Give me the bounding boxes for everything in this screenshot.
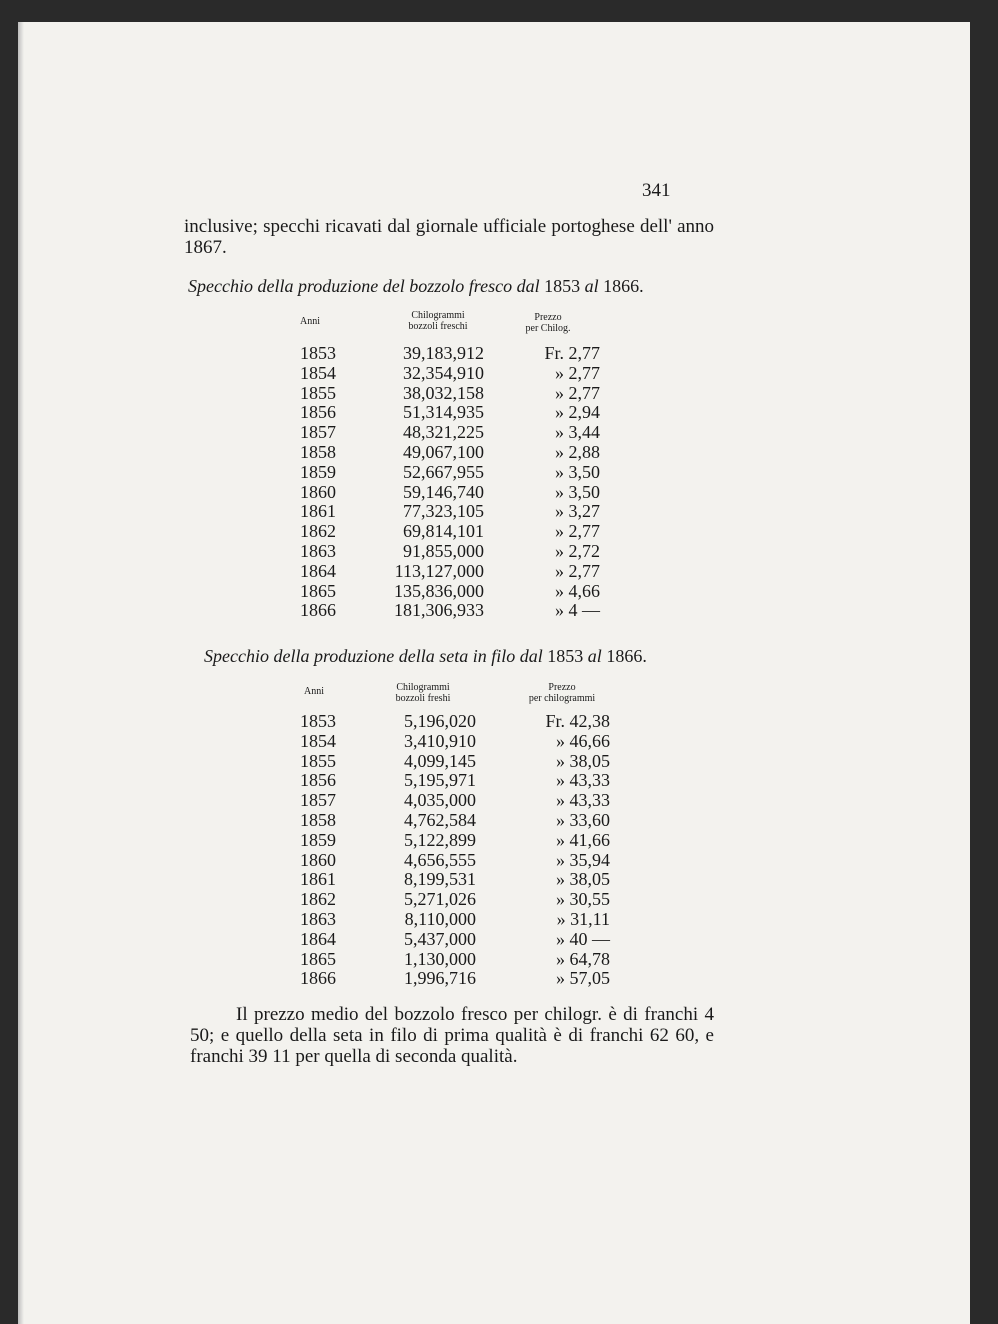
table1-title-prefix: Specchio della produzione del bozzolo fresco dal bbox=[188, 276, 545, 296]
table-row bbox=[300, 730, 610, 752]
table-row bbox=[300, 770, 610, 791]
price-cell: » 3,44 bbox=[555, 422, 600, 443]
year-cell: 1864 bbox=[300, 928, 336, 949]
price-cell: » 57,05 bbox=[556, 968, 610, 989]
year-cell: 1858 bbox=[300, 809, 336, 830]
year-cell: 1858 bbox=[300, 441, 336, 462]
table1-header-year: Anni bbox=[300, 316, 320, 327]
intro-paragraph: inclusive; specchi ricavati dal giornale ufficiale portoghese dell' anno 1867. bbox=[184, 216, 714, 258]
table2-header-price bbox=[512, 682, 612, 704]
year-cell: 1865 bbox=[300, 580, 336, 601]
kg-cell: 38,032,158 bbox=[403, 382, 484, 403]
table2-header-kg-line2: bozzoli freshi bbox=[395, 693, 451, 704]
table2-header-year: Anni bbox=[304, 686, 324, 697]
price-cell: » 64,78 bbox=[556, 948, 610, 969]
price-cell: » 35,94 bbox=[556, 849, 610, 870]
table-row bbox=[300, 344, 600, 364]
table2-title-year-to: 1866. bbox=[606, 646, 647, 666]
table2-header-price-line2: per chilogrammi bbox=[528, 693, 596, 704]
table-row bbox=[300, 968, 610, 989]
year-cell: 1862 bbox=[300, 521, 336, 542]
kg-cell: 48,321,225 bbox=[403, 422, 484, 443]
kg-cell: 1,996,716 bbox=[404, 968, 476, 989]
year-cell: 1856 bbox=[300, 402, 336, 423]
year-cell: 1861 bbox=[300, 501, 336, 522]
table1-header-price-line1: Prezzo bbox=[534, 312, 562, 323]
kg-cell: 4,035,000 bbox=[404, 790, 476, 811]
table2-title-prefix: Specchio della produzione della seta in filo dal bbox=[204, 646, 548, 666]
table2-title-mid: al bbox=[583, 646, 607, 666]
table-row bbox=[300, 502, 600, 522]
table-row bbox=[300, 849, 610, 871]
year-cell: 1866 bbox=[300, 968, 336, 989]
table1-title-year-from: 1853 bbox=[544, 276, 581, 296]
table-row bbox=[300, 384, 600, 404]
page-number: 341 bbox=[642, 180, 671, 201]
price-cell: » 3,50 bbox=[555, 481, 600, 502]
kg-cell: 135,836,000 bbox=[394, 580, 484, 601]
price-cell: » 2,88 bbox=[555, 441, 600, 462]
kg-cell: 69,814,101 bbox=[403, 521, 484, 542]
kg-cell: 91,855,000 bbox=[403, 540, 484, 561]
document-page bbox=[18, 22, 970, 1324]
price-cell: » 4 — bbox=[555, 600, 600, 621]
year-cell: 1862 bbox=[300, 889, 336, 910]
kg-cell: 5,195,971 bbox=[404, 770, 476, 791]
kg-cell: 8,110,000 bbox=[404, 908, 476, 929]
kg-cell: 52,667,955 bbox=[403, 461, 484, 482]
year-cell: 1861 bbox=[300, 869, 336, 890]
price-cell: » 43,33 bbox=[556, 790, 610, 811]
table-row bbox=[300, 582, 600, 602]
price-cell: » 40 — bbox=[556, 928, 610, 949]
table-row bbox=[300, 403, 600, 423]
table-row bbox=[300, 790, 610, 811]
table-row bbox=[300, 463, 600, 483]
kg-cell: 49,067,100 bbox=[403, 441, 484, 462]
price-cell: Fr. 42,38 bbox=[545, 711, 610, 731]
year-cell: 1863 bbox=[300, 908, 336, 929]
table-row bbox=[300, 483, 600, 503]
kg-cell: 51,314,935 bbox=[403, 402, 484, 423]
table-row bbox=[300, 423, 600, 443]
price-cell: » 46,66 bbox=[556, 730, 610, 751]
year-cell: 1854 bbox=[300, 362, 336, 383]
price-cell: » 2,77 bbox=[555, 521, 600, 542]
table-row bbox=[300, 364, 600, 384]
table1-body bbox=[300, 344, 600, 621]
table2-title-year-from: 1853 bbox=[547, 646, 584, 666]
kg-cell: 5,196,020 bbox=[404, 711, 476, 731]
year-cell: 1853 bbox=[300, 711, 336, 731]
kg-cell: 4,656,555 bbox=[404, 849, 476, 870]
table2-body bbox=[300, 711, 610, 989]
price-cell: » 3,50 bbox=[555, 461, 600, 482]
kg-cell: 32,354,910 bbox=[403, 362, 484, 383]
table-row bbox=[300, 562, 600, 582]
table-row bbox=[300, 908, 610, 930]
year-cell: 1857 bbox=[300, 790, 336, 811]
year-cell: 1857 bbox=[300, 422, 336, 443]
table1-header-price bbox=[508, 312, 588, 334]
kg-cell: 5,122,899 bbox=[404, 829, 476, 850]
year-cell: 1854 bbox=[300, 730, 336, 751]
year-cell: 1855 bbox=[300, 382, 336, 403]
table-row bbox=[300, 869, 610, 890]
table-row bbox=[300, 829, 610, 851]
kg-cell: 4,762,584 bbox=[404, 809, 476, 830]
year-cell: 1859 bbox=[300, 829, 336, 850]
price-cell: » 2,77 bbox=[555, 560, 600, 581]
table2-header-kg bbox=[368, 682, 478, 704]
table2-header-kg-line1: Chilogrammi bbox=[396, 682, 450, 693]
table-row bbox=[300, 443, 600, 463]
table-row bbox=[300, 948, 610, 970]
table1-header-kg bbox=[378, 310, 498, 332]
price-cell: » 4,66 bbox=[555, 580, 600, 601]
year-cell: 1865 bbox=[300, 948, 336, 969]
table2-header-price-line1: Prezzo bbox=[548, 682, 576, 693]
table-row bbox=[300, 522, 600, 542]
price-cell: » 2,94 bbox=[555, 402, 600, 423]
scan-edge bbox=[18, 22, 24, 1324]
year-cell: 1855 bbox=[300, 750, 336, 771]
year-cell: 1856 bbox=[300, 770, 336, 791]
table1-title bbox=[188, 276, 644, 297]
table2-title bbox=[204, 646, 647, 667]
kg-cell: 5,271,026 bbox=[404, 889, 476, 910]
price-cell: » 31,11 bbox=[556, 908, 610, 929]
table1-header-price-line2: per Chilog. bbox=[525, 323, 571, 334]
price-cell: » 2,77 bbox=[555, 362, 600, 383]
price-cell: » 2,72 bbox=[555, 540, 600, 561]
price-cell: » 41,66 bbox=[556, 829, 610, 850]
table-row bbox=[300, 809, 610, 831]
year-cell: 1853 bbox=[300, 343, 336, 363]
year-cell: 1866 bbox=[300, 600, 336, 621]
year-cell: 1860 bbox=[300, 481, 336, 502]
table1-header-kg-line1: Chilogrammi bbox=[411, 310, 465, 321]
price-cell: » 2,77 bbox=[555, 382, 600, 403]
table1-title-mid: al bbox=[580, 276, 604, 296]
price-cell: » 3,27 bbox=[555, 501, 600, 522]
table-row bbox=[300, 601, 600, 621]
kg-cell: 181,306,933 bbox=[394, 600, 484, 621]
kg-cell: 77,323,105 bbox=[403, 501, 484, 522]
price-cell: » 33,60 bbox=[556, 809, 610, 830]
year-cell: 1860 bbox=[300, 849, 336, 870]
kg-cell: 4,099,145 bbox=[404, 750, 476, 771]
table1-title-year-to: 1866. bbox=[603, 276, 644, 296]
year-cell: 1864 bbox=[300, 560, 336, 581]
table-row bbox=[300, 711, 610, 732]
kg-cell: 39,183,912 bbox=[403, 343, 484, 363]
kg-cell: 113,127,000 bbox=[394, 560, 484, 581]
price-cell: Fr. 2,77 bbox=[544, 343, 600, 363]
table1-header-kg-line2: bozzoli freschi bbox=[408, 321, 468, 332]
table-row bbox=[300, 889, 610, 910]
kg-cell: 59,146,740 bbox=[403, 481, 484, 502]
price-cell: » 43,33 bbox=[556, 770, 610, 791]
kg-cell: 3,410,910 bbox=[404, 730, 476, 751]
final-paragraph: Il prezzo medio del bozzolo fresco per chilogr. è di franchi 4 50; e quello della seta in filo di prima qualità è di franchi 62 60, e franchi 39 11 per quella di seconda qualità. bbox=[190, 1004, 714, 1067]
kg-cell: 8,199,531 bbox=[404, 869, 476, 890]
table-row bbox=[300, 928, 610, 950]
year-cell: 1859 bbox=[300, 461, 336, 482]
price-cell: » 30,55 bbox=[556, 889, 610, 910]
table-row bbox=[300, 542, 600, 562]
table-row bbox=[300, 750, 610, 772]
kg-cell: 5,437,000 bbox=[404, 928, 476, 949]
price-cell: » 38,05 bbox=[556, 750, 610, 771]
price-cell: » 38,05 bbox=[556, 869, 610, 890]
kg-cell: 1,130,000 bbox=[404, 948, 476, 969]
year-cell: 1863 bbox=[300, 540, 336, 561]
